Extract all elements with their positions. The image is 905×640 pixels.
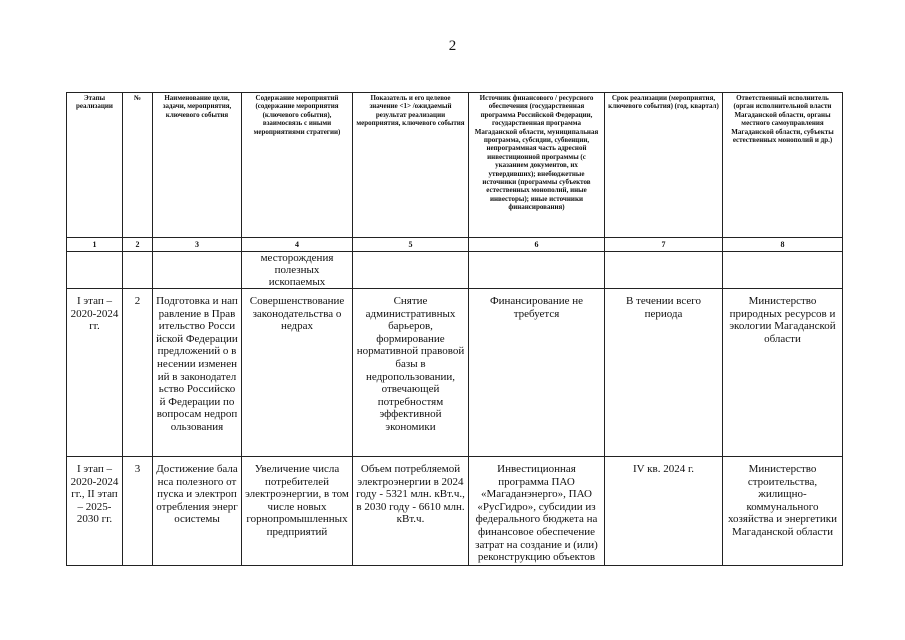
table-cell bbox=[153, 252, 242, 289]
header-content: Содержание мероприятий (содержание мероприятия (ключевого события), взаимосвязь с иными мероприятиями стратегии) bbox=[242, 93, 353, 238]
header-row bbox=[67, 93, 843, 238]
responsible-cell: Министерство природных ресурсов и экологии Магаданской области bbox=[723, 289, 843, 457]
indicator-cell: Снятие административных барьеров, формирование нормативной правовой базы в недропользовании, отвечающей потребностям эффективной экономики bbox=[353, 289, 469, 457]
strategy-plan-table bbox=[66, 92, 843, 566]
stage-cell: I этап – 2020-2024 гг., II этап – 2025-2030 гг. bbox=[67, 457, 123, 566]
column-number: 6 bbox=[469, 238, 605, 252]
term-cell: IV кв. 2024 г. bbox=[605, 457, 723, 566]
column-number: 1 bbox=[67, 238, 123, 252]
column-number: 8 bbox=[723, 238, 843, 252]
table-cell bbox=[723, 252, 843, 289]
table-cell bbox=[353, 252, 469, 289]
column-number: 3 bbox=[153, 238, 242, 252]
header-responsible: Ответственный исполнитель (орган исполнительной власти Магаданской области, органы местного самоуправления Магаданской области, субъекты естественных монополий и др.) bbox=[723, 93, 843, 238]
number-cell: 3 bbox=[123, 457, 153, 566]
table-cell: месторождения полезных ископаемых bbox=[242, 252, 353, 289]
continuation-row bbox=[67, 252, 843, 289]
number-cell: 2 bbox=[123, 289, 153, 457]
table-row bbox=[67, 289, 843, 457]
content-cell: Совершенствование законодательства о недрах bbox=[242, 289, 353, 457]
column-number: 5 bbox=[353, 238, 469, 252]
header-number: № bbox=[123, 93, 153, 238]
page-number: 2 bbox=[448, 38, 457, 54]
source-cell: Финансирование не требуется bbox=[469, 289, 605, 457]
table-cell bbox=[67, 252, 123, 289]
header-indicator: Показатель и его целевое значение <1> /ожидаемый результат реализации мероприятия, ключевого события bbox=[353, 93, 469, 238]
table-cell bbox=[469, 252, 605, 289]
header-source: Источник финансового / ресурсного обеспечения (государственная программа Российской Федерации, государственная программа Магаданской области, муниципальная программа, субсидии, субвенции, непрограммная часть адресной инвестиционной программы (с указанием документов, их утвердивших); внебюджетные источники (программы субъектов естественных монополий, иные инвесторы); иные источники финансирования) bbox=[469, 93, 605, 238]
stage-cell: I этап – 2020-2024 гг. bbox=[67, 289, 123, 457]
column-number: 4 bbox=[242, 238, 353, 252]
responsible-cell: Министерство строительства, жилищно-коммунального хозяйства и энергетики Магаданской области bbox=[723, 457, 843, 566]
term-cell: В течении всего периода bbox=[605, 289, 723, 457]
header-stages: Этапы реализации bbox=[67, 93, 123, 238]
name-cell: Подготовка и направление в Правительство Российской Федерации предложений о внесении изменений в законодательство Российской Федерации по вопросам недропользования bbox=[153, 289, 242, 457]
table-cell bbox=[123, 252, 153, 289]
table-row bbox=[67, 457, 843, 566]
name-cell: Достижение баланса полезного отпуска и электропотребления энергосистемы bbox=[153, 457, 242, 566]
column-number: 2 bbox=[123, 238, 153, 252]
source-cell: Инвестиционная программа ПАО «Магаданэнерго», ПАО «РусГидро», субсидии из федерального бюджета на финансовое обеспечение затрат на создание и (или) реконструкцию объектов bbox=[469, 457, 605, 566]
header-term: Срок реализации (мероприятия, ключевого события) (год, квартал) bbox=[605, 93, 723, 238]
table-cell bbox=[605, 252, 723, 289]
content-cell: Увеличение числа потребителей электроэнергии, в том числе новых горнопромышленных предприятий bbox=[242, 457, 353, 566]
column-number-row bbox=[67, 238, 843, 252]
column-number: 7 bbox=[605, 238, 723, 252]
header-name: Наименование цели, задачи, мероприятия, ключевого события bbox=[153, 93, 242, 238]
indicator-cell: Объем потребляемой электроэнергии в 2024 году - 5321 млн. кВт.ч., в 2030 году - 6610 млн. кВт.ч. bbox=[353, 457, 469, 566]
